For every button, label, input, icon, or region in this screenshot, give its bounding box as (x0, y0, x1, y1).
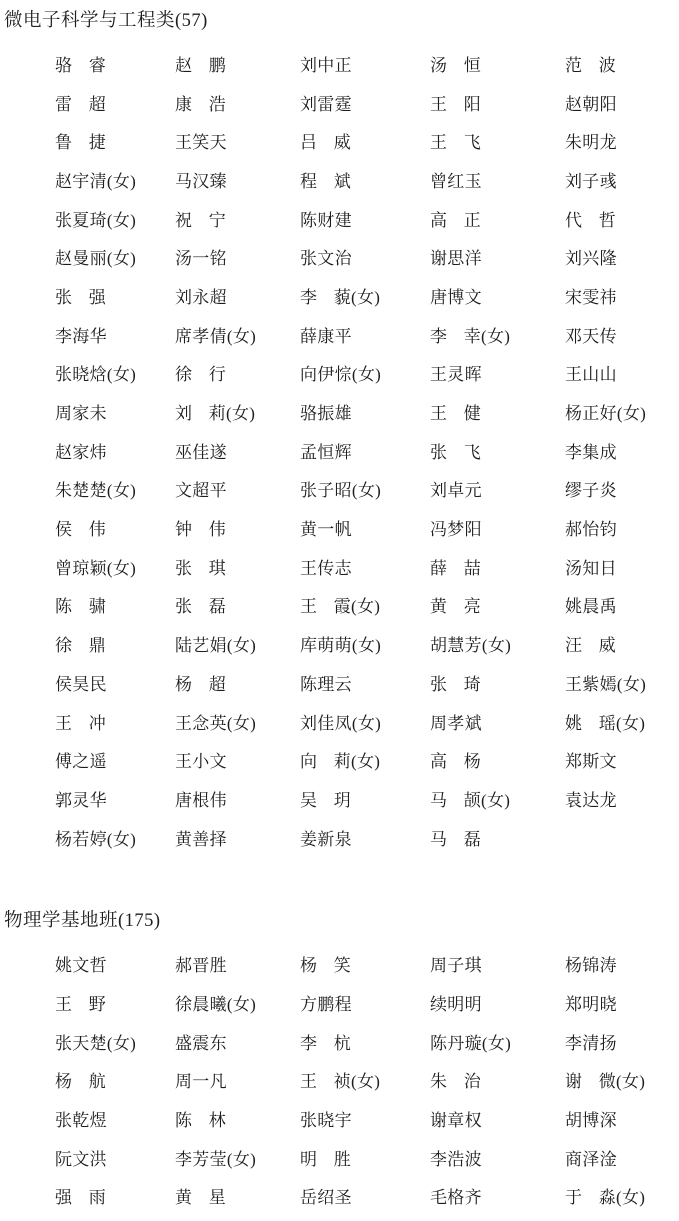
student-name: 姚 瑶 (女) (565, 713, 646, 733)
student-name: 黄 星 (175, 1188, 226, 1208)
student-name: 张文治 (300, 249, 352, 269)
student-name: 黄 亮 (430, 597, 481, 617)
student-name: 刘佳凤(女) (300, 713, 382, 733)
student-name: 薛 喆 (430, 558, 481, 578)
student-name: 李 藐 (女) (300, 287, 381, 307)
student-name: 赵 鹏 (175, 55, 226, 75)
student-name: 王 冲 (55, 713, 106, 733)
student-name: 向伊悰(女) (300, 365, 382, 385)
student-name: 李 幸 (女) (430, 326, 511, 346)
student-name: 王 阳 (430, 94, 481, 114)
student-name: 张 琦 (430, 674, 481, 694)
student-name: 刘雷霆 (300, 94, 352, 114)
student-name: 张子昭(女) (300, 481, 382, 501)
student-name: 张晓宇 (300, 1111, 352, 1131)
student-name: 吴 玥 (300, 790, 351, 810)
student-name: 袁达龙 (565, 790, 617, 810)
student-name: 王 祯 (女) (300, 1072, 381, 1092)
student-name: 郝晋胜 (175, 956, 227, 976)
section-title: 物理学基地班(175) (4, 911, 161, 932)
student-name: 汤知日 (565, 558, 617, 578)
student-name: 朱楚楚(女) (55, 481, 137, 501)
student-name: 汤一铭 (175, 249, 227, 269)
student-name: 侯昊民 (55, 674, 107, 694)
student-name: 阮文洪 (55, 1149, 107, 1169)
student-name: 骆振雄 (300, 404, 352, 424)
student-name: 高 正 (430, 210, 481, 230)
student-name: 钟 伟 (175, 520, 226, 540)
student-name: 王念英(女) (175, 713, 257, 733)
student-name: 毛格齐 (430, 1188, 482, 1208)
student-name: 陈丹璇(女) (430, 1033, 512, 1053)
student-name: 谢思洋 (430, 249, 482, 269)
student-name: 薛康平 (300, 326, 352, 346)
student-name: 李集成 (565, 442, 617, 462)
student-name: 张乾煜 (55, 1111, 107, 1131)
roster-section (4, 6, 679, 856)
student-name: 黄一帆 (300, 520, 352, 540)
student-name: 汤 恒 (430, 55, 481, 75)
student-name: 刘子彧 (565, 171, 617, 191)
student-name: 马汉臻 (175, 171, 227, 191)
student-name: 张 磊 (175, 597, 226, 617)
student-name: 姜新泉 (300, 829, 352, 849)
student-name: 赵家炜 (55, 442, 107, 462)
student-name: 李芳莹(女) (175, 1149, 257, 1169)
student-name: 强 雨 (55, 1188, 106, 1208)
student-name: 赵宇清(女) (55, 171, 137, 191)
student-name: 郑明晓 (565, 994, 617, 1014)
student-name: 王小文 (175, 752, 227, 772)
student-name: 王 健 (430, 404, 481, 424)
student-name: 赵朝阳 (565, 94, 617, 114)
student-name: 缪子炎 (565, 481, 617, 501)
student-name: 周子琪 (430, 956, 482, 976)
student-name: 盛震东 (175, 1033, 227, 1053)
student-name: 唐根伟 (175, 790, 227, 810)
student-name: 姚晨禹 (565, 597, 617, 617)
student-name: 曾琼颖(女) (55, 558, 137, 578)
student-name: 商泽淦 (565, 1149, 617, 1169)
student-name: 王传志 (300, 558, 352, 578)
student-name: 文超平 (175, 481, 227, 501)
student-name: 刘卓元 (430, 481, 482, 501)
student-name: 张夏琦(女) (55, 210, 137, 230)
student-name: 巫佳遂 (175, 442, 227, 462)
student-name: 张 强 (55, 287, 106, 307)
student-name: 赵曼丽(女) (55, 249, 137, 269)
student-name: 岳绍圣 (300, 1188, 352, 1208)
student-name: 徐 鼎 (55, 636, 106, 656)
student-name: 康 浩 (175, 94, 226, 114)
student-name: 杨 笑 (300, 956, 351, 976)
student-name: 席孝倩(女) (175, 326, 257, 346)
student-name: 胡慧芳(女) (430, 636, 512, 656)
student-name: 向 莉 (女) (300, 752, 381, 772)
student-name: 周一凡 (175, 1072, 227, 1092)
student-name: 李 杭 (300, 1033, 351, 1053)
student-name: 王紫嫣(女) (565, 674, 647, 694)
student-name: 于 淼 (女) (565, 1188, 646, 1208)
student-name: 吕 威 (300, 133, 351, 153)
student-name: 李海华 (55, 326, 107, 346)
student-name: 刘永超 (175, 287, 227, 307)
student-name: 明 胜 (300, 1149, 351, 1169)
name-grid (4, 44, 679, 856)
name-grid (4, 944, 679, 1215)
student-name: 王 飞 (430, 133, 481, 153)
student-name: 李清扬 (565, 1033, 617, 1053)
student-name: 马 磊 (430, 829, 481, 849)
student-name: 王 霞 (女) (300, 597, 381, 617)
student-name: 李浩波 (430, 1149, 482, 1169)
student-name: 程 斌 (300, 171, 351, 191)
student-name: 谢 微 (女) (565, 1072, 646, 1092)
student-name: 汪 威 (565, 636, 616, 656)
student-name: 张 飞 (430, 442, 481, 462)
student-name: 高 杨 (430, 752, 481, 772)
student-name: 杨锦涛 (565, 956, 617, 976)
student-name: 张晓焓(女) (55, 365, 137, 385)
student-name: 郑斯文 (565, 752, 617, 772)
student-name: 杨 超 (175, 674, 226, 694)
student-name: 冯梦阳 (430, 520, 482, 540)
student-name: 周孝斌 (430, 713, 482, 733)
student-name: 刘中正 (300, 55, 352, 75)
student-name: 张 琪 (175, 558, 226, 578)
student-name: 王笑天 (175, 133, 227, 153)
student-name: 黄善择 (175, 829, 227, 849)
student-name: 陈财建 (300, 210, 352, 230)
student-name: 傅之遥 (55, 752, 107, 772)
student-name: 周家未 (55, 404, 107, 424)
student-name: 杨若婷(女) (55, 829, 137, 849)
student-name: 雷 超 (55, 94, 106, 114)
student-name: 范 波 (565, 55, 616, 75)
student-name: 续明明 (430, 994, 482, 1014)
student-name: 骆 睿 (55, 55, 106, 75)
student-name: 唐博文 (430, 287, 482, 307)
student-name: 曾红玉 (430, 171, 482, 191)
student-name: 胡博深 (565, 1111, 617, 1131)
student-name: 杨 航 (55, 1072, 106, 1092)
student-name: 宋雯祎 (565, 287, 617, 307)
student-name: 徐 行 (175, 365, 226, 385)
student-name: 刘 莉 (女) (175, 404, 256, 424)
student-name: 陈理云 (300, 674, 352, 694)
student-name: 朱明龙 (565, 133, 617, 153)
student-name: 王 野 (55, 994, 106, 1014)
student-name: 方鹏程 (300, 994, 352, 1014)
student-name: 马 颉 (女) (430, 790, 511, 810)
student-name: 王灵晖 (430, 365, 482, 385)
student-name: 郭灵华 (55, 790, 107, 810)
student-name: 陈 骕 (55, 597, 106, 617)
student-name: 侯 伟 (55, 520, 106, 540)
student-name: 谢章权 (430, 1111, 482, 1131)
student-name: 朱 治 (430, 1072, 481, 1092)
student-name: 库萌萌(女) (300, 636, 382, 656)
student-name: 代 哲 (565, 210, 616, 230)
student-name: 张天楚(女) (55, 1033, 137, 1053)
student-name: 姚文哲 (55, 956, 107, 976)
student-name: 杨正好(女) (565, 404, 647, 424)
student-name: 鲁 捷 (55, 133, 106, 153)
student-name: 王山山 (565, 365, 617, 385)
student-name: 孟恒辉 (300, 442, 352, 462)
section-title: 微电子科学与工程类(57) (4, 11, 208, 31)
roster-section (4, 906, 679, 1215)
student-name: 郝怡钧 (565, 520, 617, 540)
student-name: 刘兴隆 (565, 249, 617, 269)
student-name: 陈 林 (175, 1111, 226, 1131)
student-name: 陆艺娟(女) (175, 636, 257, 656)
student-name: 徐晨曦(女) (175, 994, 257, 1014)
student-name: 祝 宁 (175, 210, 226, 230)
student-name: 邓天传 (565, 326, 617, 346)
